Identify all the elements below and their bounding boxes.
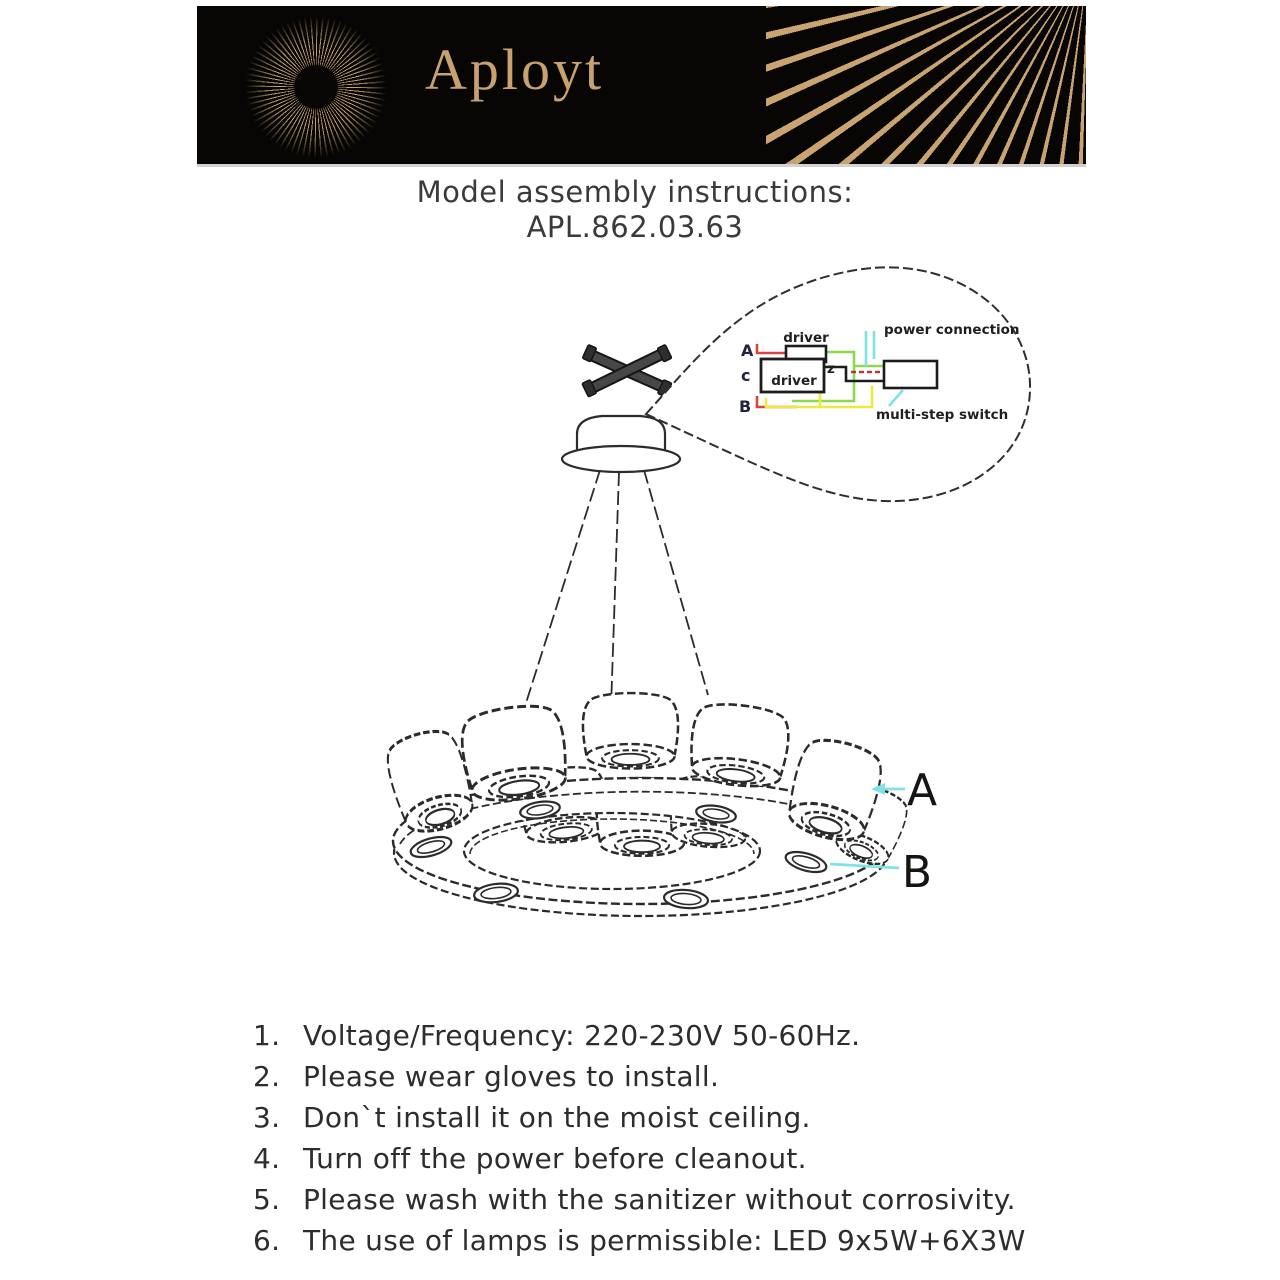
title-line-1: Model assembly instructions: (416, 175, 854, 209)
terminal-b-label: B (739, 397, 752, 416)
instruction-item-4 (253, 1143, 1026, 1175)
instruction-text: Voltage/Frequency: 220-230V 50-60Hz. (303, 1019, 861, 1052)
wiring-callout (646, 267, 1030, 501)
multi-step-switch-label: multi-step switch (876, 407, 1009, 423)
part-b-letter: B (901, 847, 933, 898)
driver-bottom-label: driver (771, 373, 817, 389)
instructions-list (253, 1020, 1026, 1266)
instruction-text: Turn off the power before cleanout. (303, 1142, 807, 1175)
instruction-number: 5. (253, 1183, 281, 1216)
instruction-item-3 (253, 1102, 1026, 1134)
instruction-number: 1. (253, 1019, 281, 1052)
power-connection-label: power connection (884, 322, 1020, 338)
instruction-number: 4. (253, 1142, 281, 1175)
title-line-2: APL.862.03.63 (526, 210, 744, 244)
instruction-item-6 (253, 1225, 1026, 1257)
callout-balloon (646, 267, 1030, 501)
part-a-letter: A (906, 765, 938, 816)
instruction-text: Don`t install it on the moist ceiling. (303, 1101, 811, 1134)
suspension-wires (526, 470, 708, 708)
z-mark-label: z (827, 361, 835, 377)
instruction-item-5 (253, 1184, 1026, 1216)
brand-name: Aployt (425, 37, 605, 102)
instruction-item-2 (253, 1061, 1026, 1093)
instruction-number: 6. (253, 1224, 281, 1257)
instruction-text: Please wear gloves to install. (303, 1060, 720, 1093)
instruction-text: The use of lamps is permissible: LED 9x5W+6X3W (303, 1224, 1026, 1257)
canopy (562, 416, 680, 472)
multi-step-switch-box (884, 361, 937, 388)
instruction-text: Please wash with the sanitizer without corrosivity. (303, 1183, 1016, 1216)
instruction-number: 3. (253, 1101, 281, 1134)
terminal-c-label: c (741, 366, 751, 385)
terminal-a-label: A (741, 341, 754, 360)
ceiling-bracket-icon (582, 343, 673, 398)
instruction-number: 2. (253, 1060, 281, 1093)
driver-top-label: driver (783, 330, 829, 346)
instruction-item-1 (253, 1020, 1026, 1052)
